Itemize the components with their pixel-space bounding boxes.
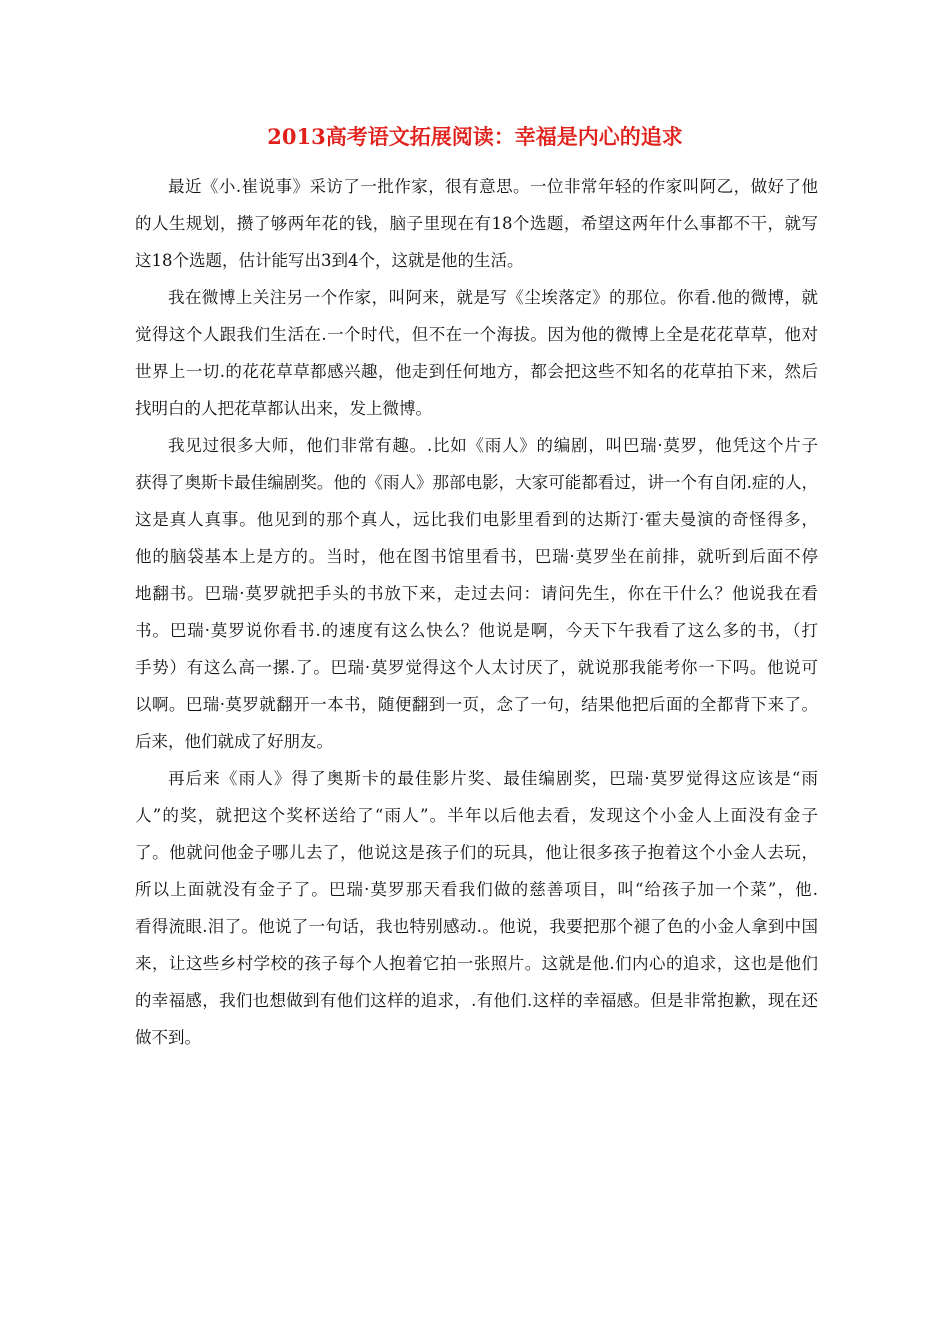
article-body xyxy=(135,174,818,1062)
text-line: 手势）有这么高一摞.了。巴瑞·莫罗觉得这个人太讨厌了，就说那我能考你一下吗。他说可 xyxy=(135,658,818,677)
text-line: 世界上一切.的花花草草都感兴趣，他走到任何地方，都会把这些不知名的花草拍下来，然后 xyxy=(135,362,818,381)
text-line: 来，让这些乡村学校的孩子每个人抱着它拍一张照片。这就是他.们内心的追求，这也是他们 xyxy=(135,954,818,973)
text-line: 人”的奖，就把这个奖杯送给了“雨人”。半年以后他去看，发现这个小金人上面没有金子 xyxy=(135,806,818,825)
text-line: 再后来《雨人》得了奥斯卡的最佳影片奖、最佳编剧奖，巴瑞·莫罗觉得这应该是“雨 xyxy=(168,769,818,788)
paragraph-4 xyxy=(135,766,818,1062)
text-line: 我见过很多大师，他们非常有趣。.比如《雨人》的编剧，叫巴瑞·莫罗，他凭这个片子 xyxy=(168,436,818,455)
paragraph-3 xyxy=(135,433,818,766)
text-line: 我在微博上关注另一个作家，叫阿来，就是写《尘埃落定》的那位。你看.他的微博，就 xyxy=(168,288,818,307)
text-line: 地翻书。巴瑞·莫罗就把手头的书放下来，走过去问：请问先生，你在干什么？他说我在看 xyxy=(135,584,818,603)
text-line: 觉得这个人跟我们生活在.一个时代，但不在一个海拔。因为他的微博上全是花花草草，他对 xyxy=(135,325,818,344)
paragraph-2 xyxy=(135,285,818,433)
paragraph-1 xyxy=(135,174,818,285)
page-title: 2013高考语文拓展阅读：幸福是内心的追求 xyxy=(267,124,683,149)
text-line: 以啊。巴瑞·莫罗就翻开一本书，随便翻到一页，念了一句，结果他把后面的全都背下来了。 xyxy=(135,695,818,714)
text-line: 这是真人真事。他见到的那个真人，远比我们电影里看到的达斯汀·霍夫曼演的奇怪得多， xyxy=(135,510,818,529)
text-line: 这18个选题，估计能写出3到4个，这就是他的生活。 xyxy=(135,251,524,270)
text-line: 书。巴瑞·莫罗说你看书.的速度有这么快么？他说是啊，今天下午我看了这么多的书，（打 xyxy=(135,621,818,640)
text-line: 的幸福感，我们也想做到有他们这样的追求，.有他们.这样的幸福感。但是非常抱歉，现在还 xyxy=(135,991,818,1010)
text-line: 的人生规划，攒了够两年花的钱，脑子里现在有18个选题，希望这两年什么事都不干，就写 xyxy=(135,214,818,233)
text-line: 做不到。 xyxy=(135,1028,201,1047)
text-line: 找明白的人把花草都认出来，发上微博。 xyxy=(135,399,432,418)
text-line: 所以上面就没有金子了。巴瑞·莫罗那天看我们做的慈善项目，叫“给孩子加一个菜”，他. xyxy=(135,880,818,899)
text-line: 看得流眼.泪了。他说了一句话，我也特别感动.。他说，我要把那个褪了色的小金人拿到中国 xyxy=(135,917,818,936)
text-line: 获得了奥斯卡最佳编剧奖。他的《雨人》那部电影，大家可能都看过，讲一个有自闭.症的人， xyxy=(135,473,818,492)
text-line: 他的脑袋基本上是方的。当时，他在图书馆里看书，巴瑞·莫罗坐在前排，就听到后面不停 xyxy=(135,547,818,566)
text-line: 最近《小.崔说事》采访了一批作家，很有意思。一位非常年轻的作家叫阿乙，做好了他 xyxy=(168,177,818,196)
text-line: 后来，他们就成了好朋友。 xyxy=(135,732,333,751)
text-line: 了。他就问他金子哪儿去了，他说这是孩子们的玩具，他让很多孩子抱着这个小金人去玩， xyxy=(135,843,818,862)
